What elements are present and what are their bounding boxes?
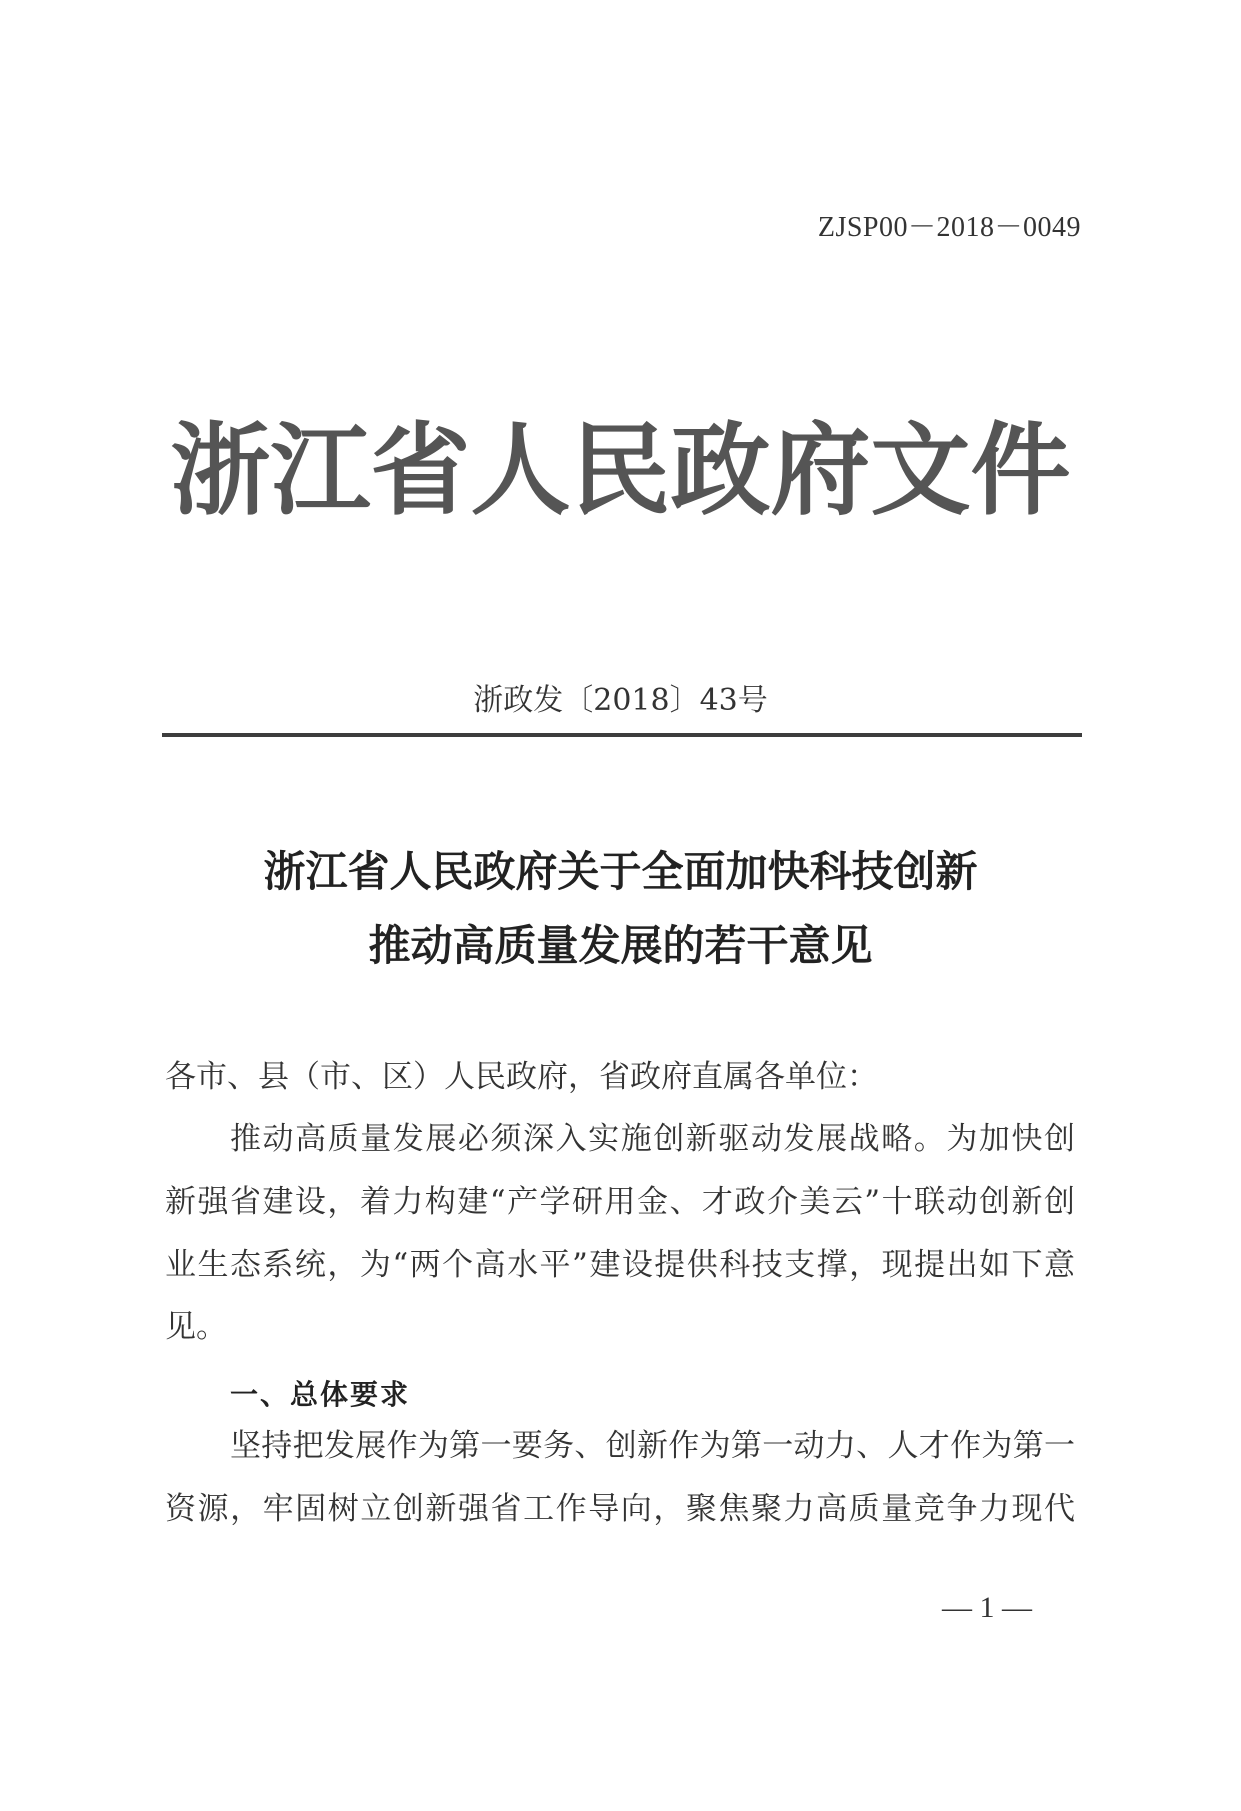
paragraph-line: 坚持把发展作为第一要务、创新作为第一动力、人才作为第一	[230, 1428, 1075, 1464]
page-number: — 1 —	[942, 1591, 1032, 1624]
header-divider	[162, 733, 1082, 737]
paragraph-line: 资源，牢固树立创新强省工作导向，聚焦聚力高质量竞争力现代	[165, 1491, 1075, 1527]
salutation: 各市、县（市、区）人民政府，省政府直属各单位：	[165, 1059, 878, 1095]
document-title-line-1: 浙江省人民政府关于全面加快科技创新	[263, 847, 978, 896]
document-title-line-2: 推动高质量发展的若干意见	[368, 921, 873, 970]
document-code: ZJSP00－2018－0049	[817, 212, 1081, 243]
section-heading: 一、总体要求	[230, 1378, 411, 1411]
paragraph-line: 推动高质量发展必须深入实施创新驱动发展战略。为加快创	[230, 1121, 1075, 1157]
paragraph-line: 新强省建设，着力构建“产学研用金、才政介美云”十联动创新创	[165, 1184, 1075, 1220]
paragraph-line: 见。	[165, 1309, 227, 1345]
issuer-header: 浙江省人民政府文件	[170, 411, 1071, 529]
document-number: 浙政发〔2018〕43号	[473, 683, 768, 718]
paragraph-line: 业生态系统，为“两个高水平”建设提供科技支撑，现提出如下意	[165, 1247, 1075, 1283]
